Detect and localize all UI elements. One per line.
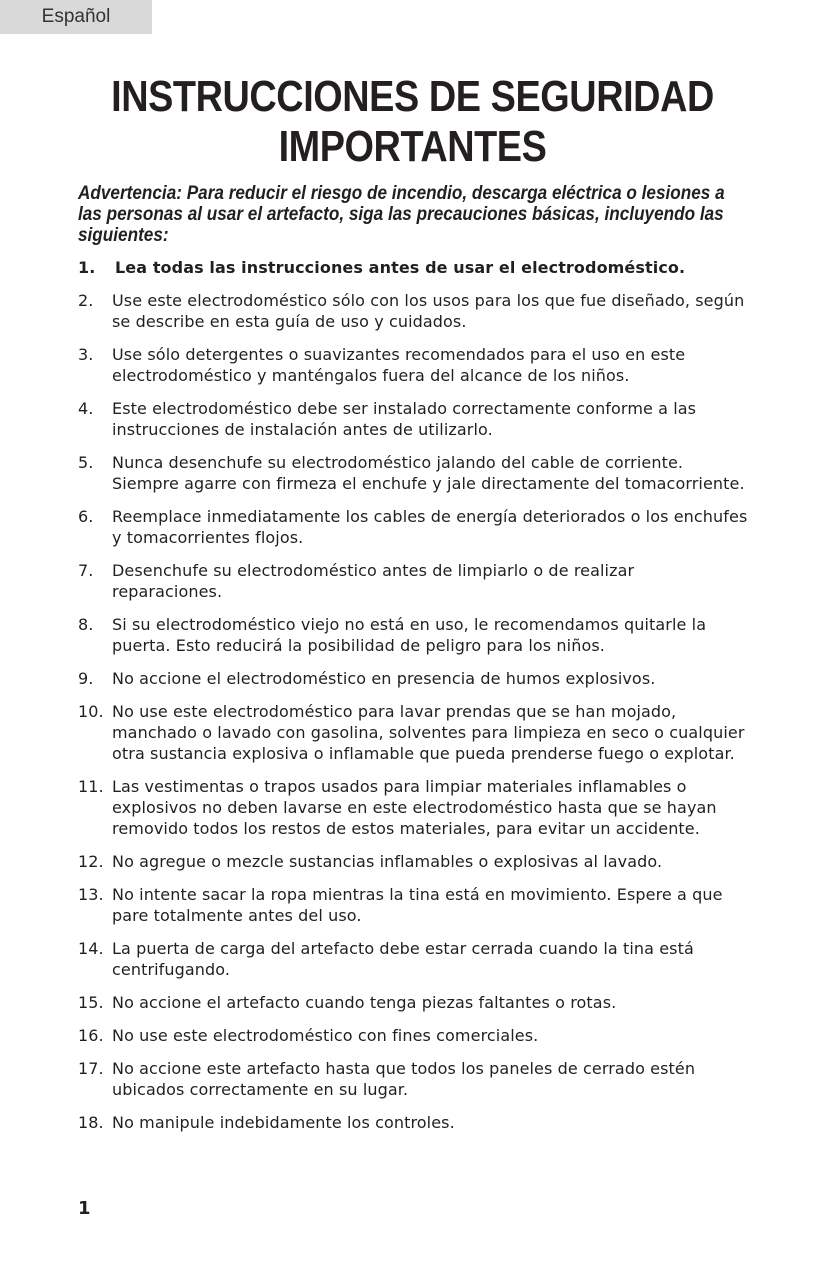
list-item [78,701,748,764]
list-item-number: 14. [78,939,104,958]
list-item-number: 7. [78,561,94,580]
list-item-text: Use sólo detergentes o suavizantes recomendados para el uso en este electrodoméstico y manténgalos fuera del alcance de los niños. [112,345,686,385]
list-item [78,398,748,440]
list-item [78,614,748,656]
list-item-number: 6. [78,507,94,526]
warning-text: Advertencia: Para reducir el riesgo de incendio, descarga eléctrica o lesiones a las personas al usar el artefacto, siga las precauciones básicas, incluyendo las siguientes: [78,182,725,246]
list-item [78,344,748,386]
list-item [78,851,748,872]
list-item-number: 15. [78,993,104,1012]
list-item [78,452,748,494]
list-item [78,1025,748,1046]
list-item [78,560,748,602]
list-item [78,776,748,839]
list-item-text: Desenchufe su electrodoméstico antes de limpiarlo o de realizar reparaciones. [112,561,635,601]
list-item-number: 13. [78,885,104,904]
list-item-text: Las vestimentas o trapos usados para limpiar materiales inflamables o explosivos no deben lavarse en este electrodoméstico hasta que se hayan removido todos los restos de estos materiales, para evitar un accidente. [112,777,717,838]
language-tab: Español [0,0,152,34]
list-item-text: No use este electrodoméstico para lavar prendas que se han mojado, manchado o lavado con gasolina, solventes para limpieza en seco o cualquier otra sustancia explosiva o inflamable que pueda prenderse fuego o explotar. [112,702,745,763]
list-item [78,884,748,926]
list-item-text: Use este electrodoméstico sólo con los usos para los que fue diseñado, según se describe en esta guía de uso y cuidados. [112,291,745,331]
page-title [58,72,768,172]
list-item-text: Si su electrodoméstico viejo no está en uso, le recomendamos quitarle la puerta. Esto reducirá la posibilidad de peligro para los niños. [112,615,707,655]
list-item-text: Nunca desenchufe su electrodoméstico jalando del cable de corriente. Siempre agarre con firmeza el enchufe y jale directamente del tomacorriente. [112,453,745,493]
list-item-text: Reemplace inmediatamente los cables de energía deteriorados o los enchufes y tomacorrientes flojos. [112,507,748,547]
list-item [78,992,748,1013]
list-item-number: 16. [78,1026,104,1045]
page-title-line-2: IMPORTANTES [278,122,547,171]
safety-rules-list [78,257,748,1145]
list-item-text: La puerta de carga del artefacto debe estar cerrada cuando la tina está centrifugando. [112,939,694,979]
list-item-text: No use este electrodoméstico con fines comerciales. [112,1026,539,1045]
page-title-line-1: INSTRUCCIONES DE SEGURIDAD [111,72,714,121]
list-item-text: No manipule indebidamente los controles. [112,1113,455,1132]
list-item-number: 8. [78,615,94,634]
page-number: 1 [78,1198,91,1219]
list-item-number: 12. [78,852,104,871]
list-item-number: 2. [78,291,94,310]
list-item [78,506,748,548]
list-item [78,938,748,980]
list-item-number: 10. [78,702,104,721]
list-item-text: No intente sacar la ropa mientras la tina está en movimiento. Espere a que pare totalmente antes del uso. [112,885,723,925]
list-item-number: 17. [78,1059,104,1078]
list-item-number: 4. [78,399,94,418]
list-item-text: No accione este artefacto hasta que todos los paneles de cerrado estén ubicados correctamente en su lugar. [112,1059,696,1099]
list-item-number: 9. [78,669,94,688]
list-item-text: Lea todas las instrucciones antes de usar el electrodoméstico. [115,258,686,277]
list-item [78,290,748,332]
list-item-text: No accione el artefacto cuando tenga piezas faltantes o rotas. [112,993,617,1012]
list-item [78,1112,748,1133]
list-item-text: No accione el electrodoméstico en presencia de humos explosivos. [112,669,656,688]
list-item-number: 1. [78,258,96,277]
list-item-number: 18. [78,1113,104,1132]
list-item-number: 5. [78,453,94,472]
list-item [78,668,748,689]
list-item-text: No agregue o mezcle sustancias inflamables o explosivas al lavado. [112,852,663,871]
list-item-number: 3. [78,345,94,364]
list-item-text: Este electrodoméstico debe ser instalado correctamente conforme a las instrucciones de instalación antes de utilizarlo. [112,399,697,439]
list-item-number: 11. [78,777,104,796]
list-item [78,1058,748,1100]
list-item [78,257,748,278]
